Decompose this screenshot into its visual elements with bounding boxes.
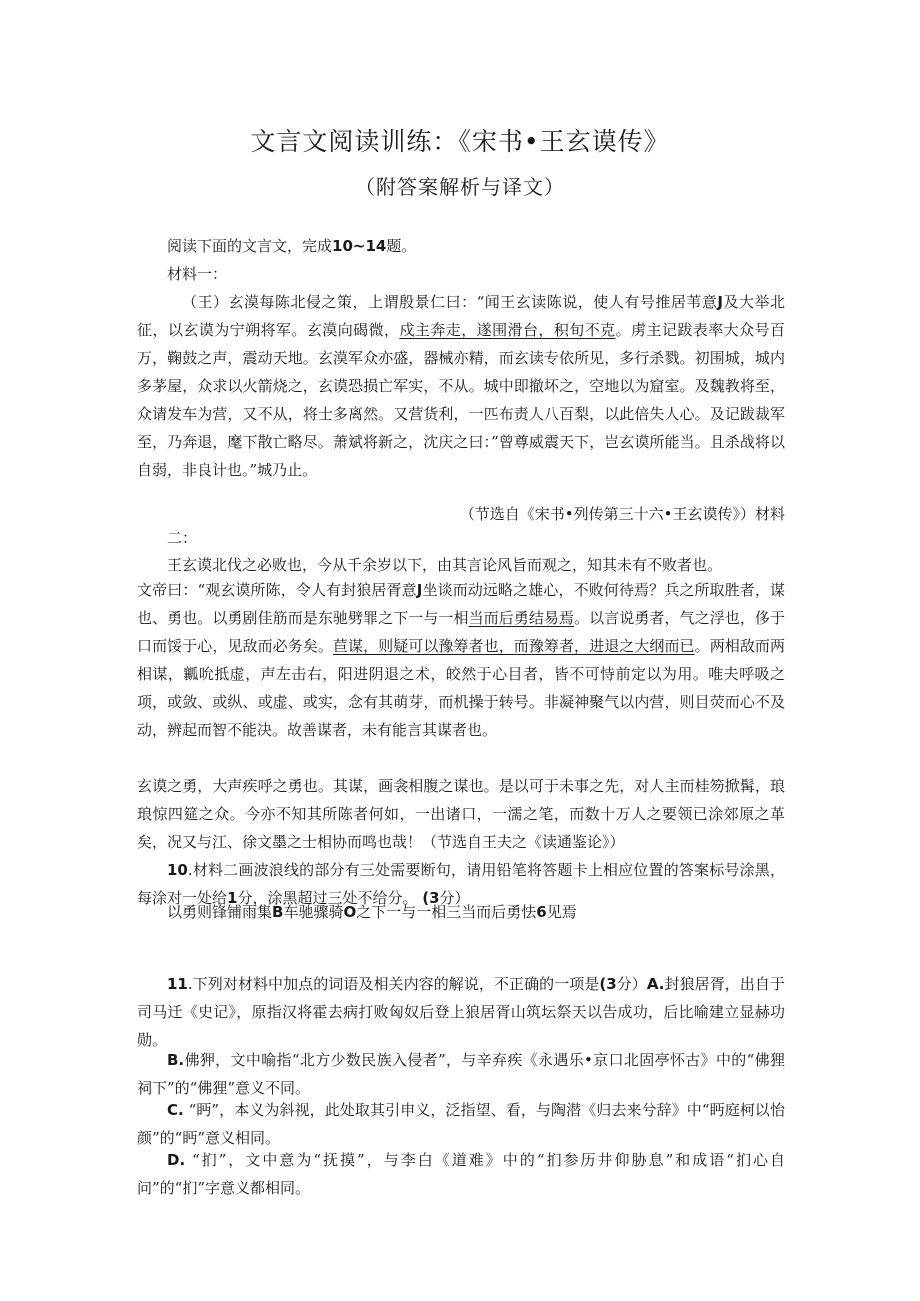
q11-option-a-text: 封狼居胥，出自于司马迁《史记》，原指汉将霍去病打败匈奴后登上狼居胥山筑坛祭天以告成功，后比喻建立显赫功勋。 bbox=[137, 975, 785, 1049]
material1-paragraph bbox=[137, 288, 785, 484]
material1-underlined: 戍主奔走，遂围滑台，积旬不克 bbox=[399, 321, 616, 339]
intro-text-end: 题。 bbox=[386, 237, 417, 255]
q10-opt-d: 见焉 bbox=[546, 903, 577, 921]
q10-number: 10 bbox=[167, 861, 188, 879]
intro-line bbox=[137, 232, 785, 260]
material2-text-d: 。两相敌而两相谋，瓤吮抵虚，声左击右，阳进阴退之术，皎然于心目者，皆不可恃前定以为用。唯夫呼吸之项，或敛、或纵、或虚、或实，念有其萌芽，而机操于转号。非凝神聚气以内营，则目荧而心不及动，辨起而智不能决。故善谋者，未有能言其谋者也。 bbox=[137, 637, 785, 739]
q10-text-b: 分，涂黑超过三处不给分。 bbox=[237, 889, 418, 907]
q11-option-c-text: “眄”，本义为斜视，此处取其引申义，泛指望、看，与陶潜《归去来兮辞》中“眄庭柯以怡颜”的“眄”意义相同。 bbox=[137, 1101, 785, 1147]
material1-j: J bbox=[717, 293, 723, 311]
q11-option-b bbox=[137, 1046, 785, 1102]
q11-text-a: .下列对材料中加点的词语及相关内容的解说，不正确的一项是 bbox=[187, 975, 600, 993]
material2-text-a: 文帝曰：“观玄谟所陈，令人有封狼居胥意 bbox=[137, 581, 417, 599]
material2-text-b: 坐谈而动远略之雄心，不败何待焉？兵之所取胜者，谋也、勇也。以勇剧佳筋而是东驰劈罪之下一与一相 bbox=[137, 581, 785, 627]
material2-j: J bbox=[416, 581, 423, 599]
q10-mark-o: O bbox=[343, 903, 357, 921]
material1-label: 材料一： bbox=[167, 265, 228, 283]
material2-paragraph-1: 王玄谟北伐之必败也，今从千余岁以下，由其言论风旨而观之，知其未有不败者也。 bbox=[167, 556, 723, 574]
q11-option-d-label: D. bbox=[167, 1151, 186, 1169]
page-subtitle: （附答案解析与译文） bbox=[355, 175, 565, 199]
q10-opt-c: 之下一与一相三当而后勇怯 bbox=[356, 903, 537, 921]
page-title: 文言文阅读训练：《宋书•王玄谟传》 bbox=[250, 127, 670, 156]
q10-mark-6: 6 bbox=[536, 903, 547, 921]
material1-text-c: 。虏主记跋表率大众号百万，鞠鼓之声，震动天地。玄漠军众亦盛，器械亦精，而玄读专依所见，多行杀戮。初围城，城内多茅屋，众求以火箭烧之，玄谟恐损亡军实，不从。城中即撤坏之，空地以为窟室。及魏教将至，众请发车为营，又不从，将士多离然。又营货利，一匹布责人八百梨，以此倍失人心。及记跋裁军至，乃奔退，麾下散亡略尽。萧斌将新之，沈庆之曰：”曾尊威震天下，岂玄谟所能当。且杀战将以自弱，非良计也。”城乃止。 bbox=[137, 321, 785, 479]
q10-points: 1 bbox=[227, 889, 238, 907]
q10-opt-b: 车驰骤骑 bbox=[283, 903, 344, 921]
q11-option-d bbox=[137, 1146, 785, 1202]
q11-option-c bbox=[137, 1096, 785, 1152]
q10-options bbox=[137, 898, 785, 926]
material1-text-b: 及大举北征，以玄谟为宁朔将军。玄漠向碣微， bbox=[137, 293, 785, 339]
q10-text-a: .材料二画波浪线的部分有三处需要断句，请用铅笔将答题卡上相应位置的答案标号涂黑，每涂对一处给 bbox=[137, 861, 785, 907]
q11-option-d-text: “扪”，文中意为“抚摸”，与李白《道难》中的“扪参历井仰胁息”和成语“扪心自问”的“扪”字意义都相同。 bbox=[137, 1151, 785, 1197]
q10-score: (3 bbox=[422, 889, 440, 907]
q11-text-b: 分） bbox=[616, 975, 647, 993]
intro-text: 阅读下面的文言文，完成 bbox=[167, 237, 333, 255]
material2-underlined-2: 苣谋，则疑可以豫筹者也，而豫筹者，进退之大纲而已 bbox=[332, 637, 695, 655]
q11-number: 11 bbox=[167, 975, 188, 993]
source1: （节选自《宋书•列传第三十六•王玄谟传》）材料 bbox=[459, 505, 785, 523]
material2-paragraph-2 bbox=[137, 576, 785, 744]
q11-option-a-label: A. bbox=[646, 975, 665, 993]
material2-label: 二： bbox=[167, 529, 198, 547]
intro-range: 10~14 bbox=[332, 237, 387, 255]
material1-text-a: （王）玄漠每陈北侵之策，上谓殷景仁曰：“闻王玄读陈说，使人有号推居苇意 bbox=[182, 293, 718, 311]
q10-opt-a: 以勇则锋铺雨集 bbox=[167, 903, 273, 921]
question-11 bbox=[137, 970, 785, 1054]
material2-text-c: 。以言说勇者，气之浮也，侈于口而馁于心，见敌而必务矣。 bbox=[137, 609, 785, 655]
material2-paragraph-3: 玄谟之勇，大声疾呼之勇也。其谋，画衾相腹之谋也。是以可于未事之先，对人主而桂笏掀髯，琅琅惊四筵之众。今亦不知其所陈者何如，一出诸口，一濡之笔，而数十万人之要领已涂郊原之革矣，况又与江、徐文墨之士相协而鸣也哉！（节选自王夫之《读通鉴论》） bbox=[137, 777, 785, 851]
q11-score: (3 bbox=[599, 975, 617, 993]
material2-underlined-1: 当而后勇结易焉 bbox=[468, 609, 575, 627]
q10-text-c: 分） bbox=[439, 889, 470, 907]
q11-option-b-text: 佛狎，文中喻指“北方少数民族入侵者”，与辛弃疾《永遇乐•京口北固亭怀古》中的“佛狸祠下”的“佛狸”意义不同。 bbox=[137, 1051, 785, 1097]
q11-option-c-label: C. bbox=[167, 1101, 184, 1119]
q11-option-b-label: B. bbox=[167, 1051, 185, 1069]
q10-mark-b: B bbox=[272, 903, 284, 921]
